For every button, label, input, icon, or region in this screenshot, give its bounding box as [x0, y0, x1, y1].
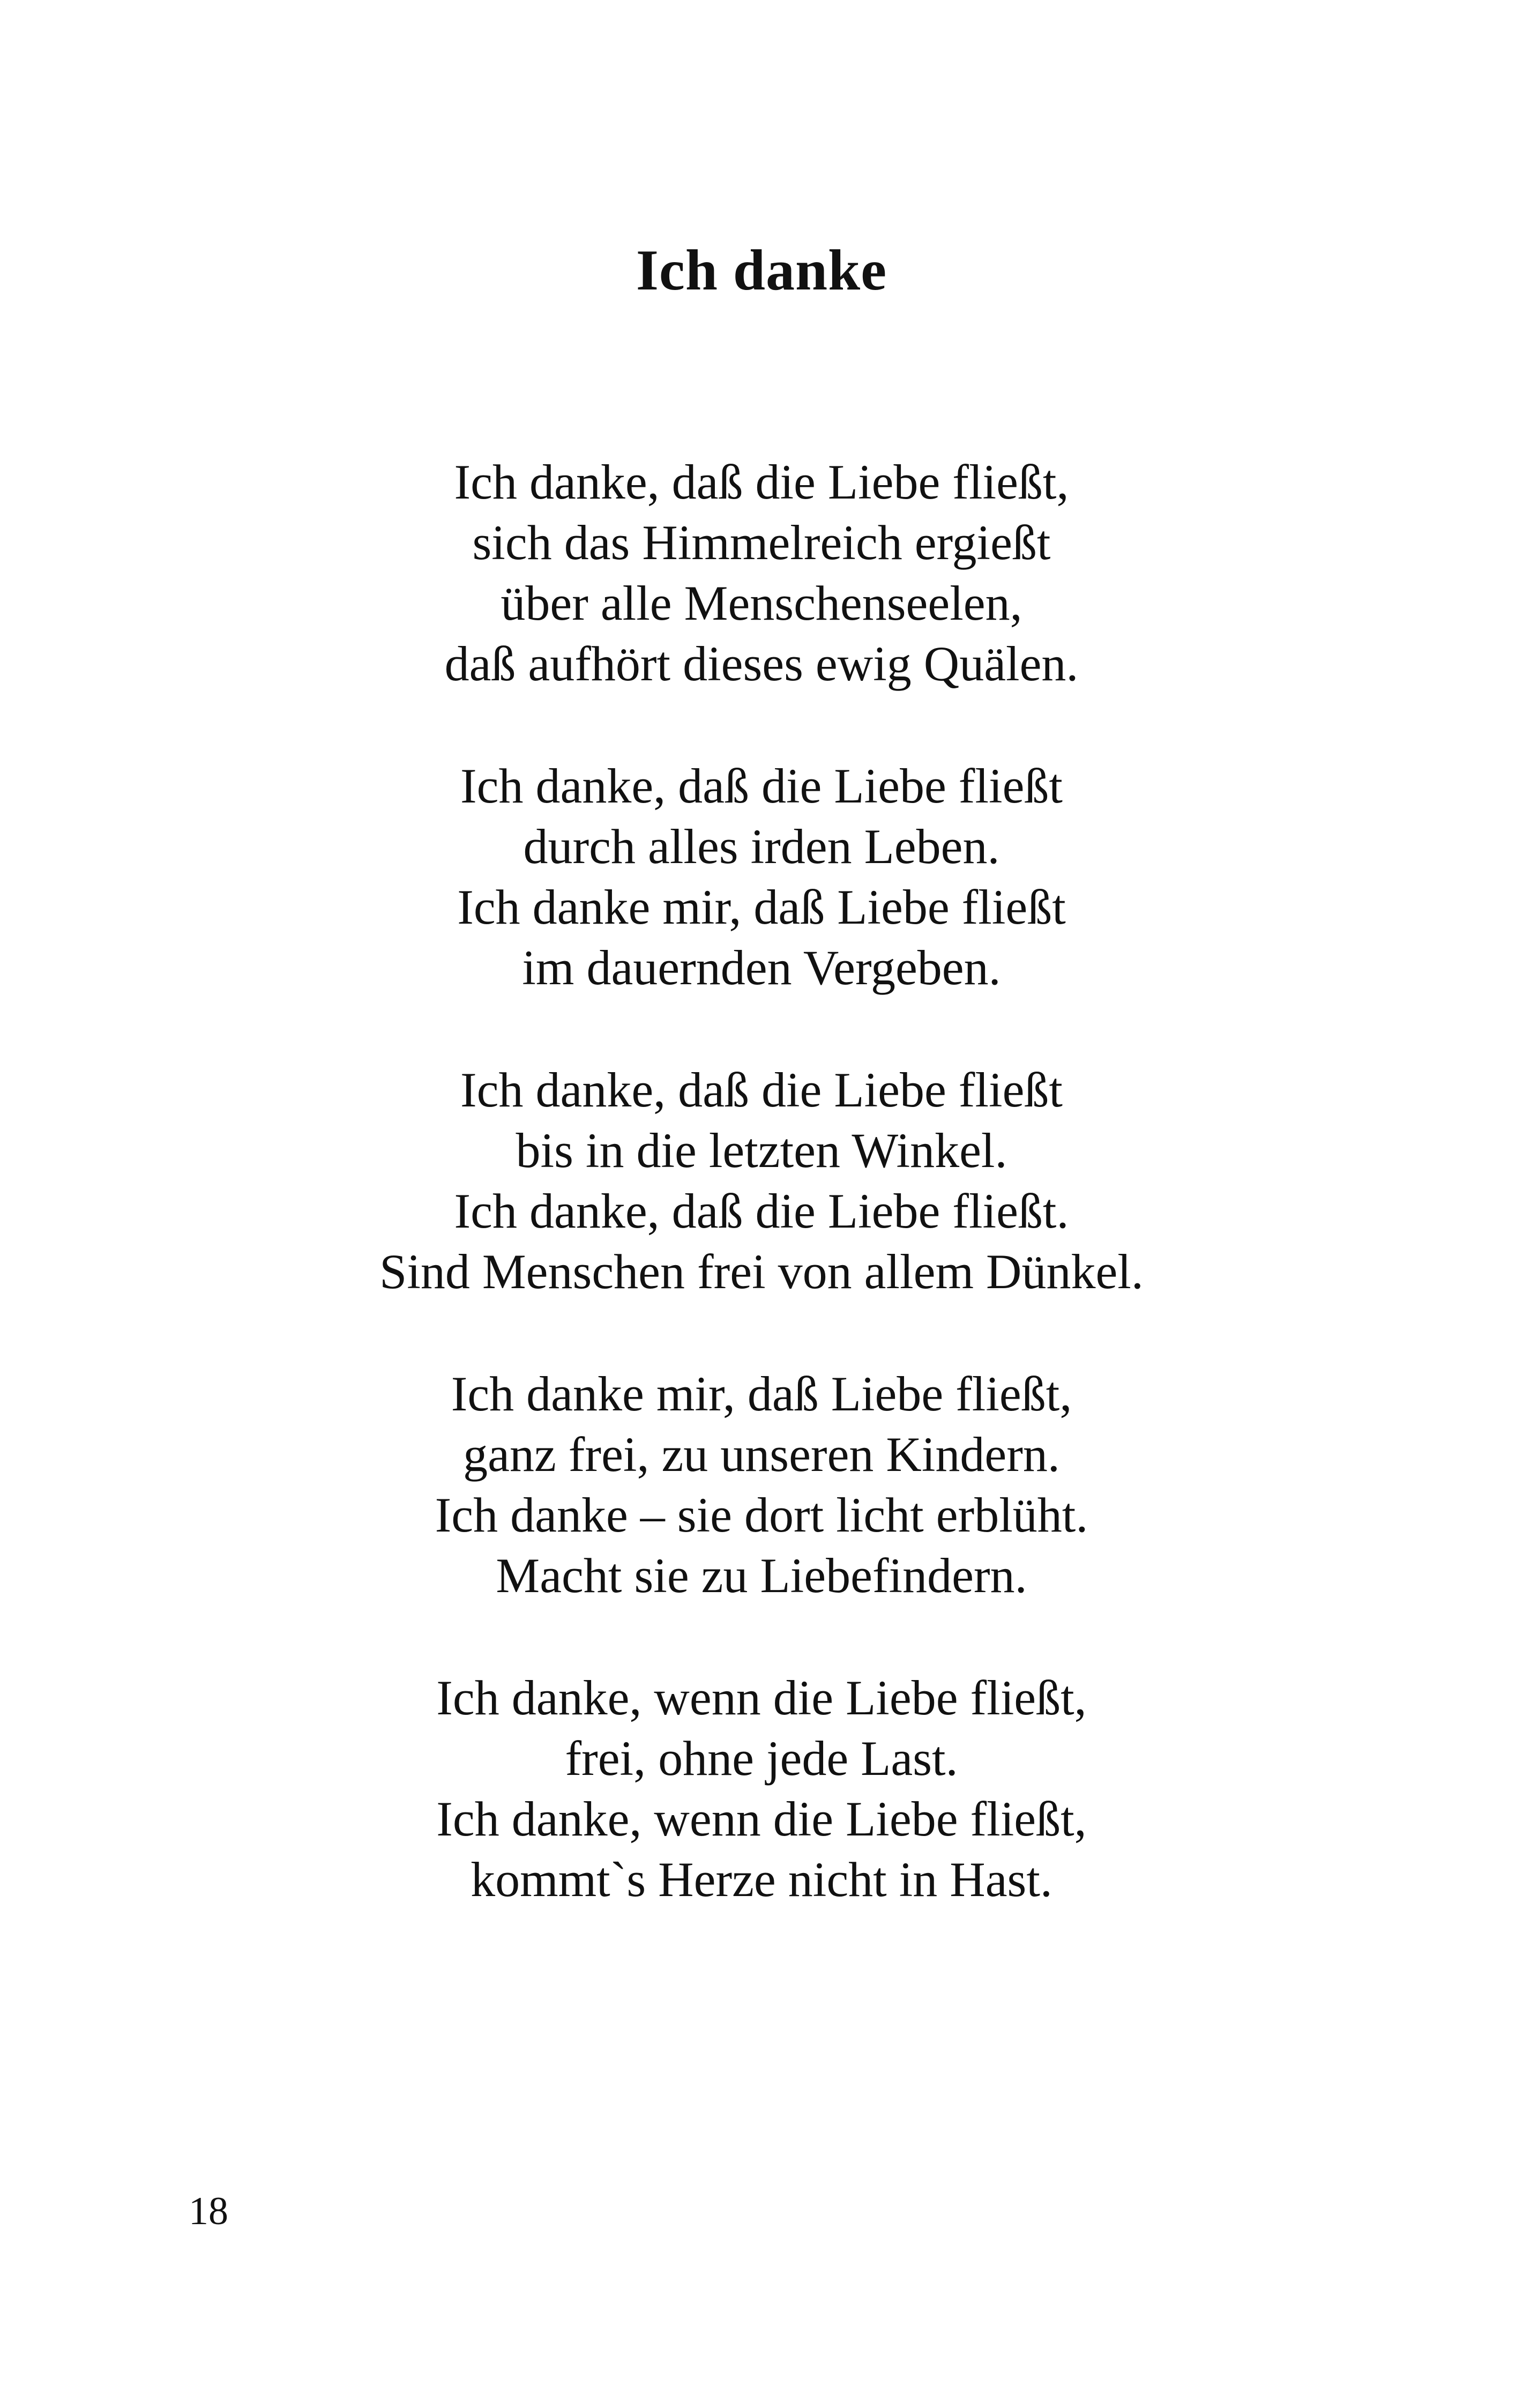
stanza: [0, 452, 1523, 694]
poem-line: sich das Himmelreich ergießt: [472, 515, 1051, 570]
poem-line: ganz frei, zu unseren Kindern.: [463, 1427, 1060, 1482]
stanza: [0, 756, 1523, 998]
poem-line: frei, ohne jede Last.: [565, 1731, 958, 1786]
poem-line: kommt`s Herze nicht in Hast.: [471, 1852, 1052, 1907]
stanza: [0, 1060, 1523, 1302]
page-number: 18: [189, 2189, 228, 2233]
poem-line: Ich danke, wenn die Liebe fließt,: [436, 1670, 1087, 1725]
poem-line: Ich danke mir, daß Liebe fließt,: [451, 1366, 1072, 1421]
stanza: [0, 1668, 1523, 1910]
poem-line: Ich danke, daß die Liebe fließt,: [454, 455, 1069, 509]
poem-line: durch alles irden Leben.: [523, 819, 1000, 874]
stanza: [0, 1364, 1523, 1606]
poem-line: daß aufhört dieses ewig Quälen.: [444, 636, 1079, 691]
poem-line: über alle Menschenseelen,: [501, 576, 1022, 630]
poem-line: Ich danke, daß die Liebe fließt.: [454, 1184, 1069, 1238]
poem-line: Ich danke mir, daß Liebe fließt: [457, 880, 1066, 934]
poem-line: Sind Menschen frei von allem Dünkel.: [379, 1244, 1144, 1299]
poem-body: [0, 452, 1523, 1910]
poem-line: Ich danke, wenn die Liebe fließt,: [436, 1792, 1087, 1846]
poem-line: Ich danke – sie dort licht erblüht.: [435, 1488, 1088, 1542]
poem-line: Macht sie zu Liebefindern.: [496, 1548, 1027, 1603]
poem-line: Ich danke, daß die Liebe fließt: [460, 1062, 1063, 1117]
poem-line: im dauernden Vergeben.: [522, 940, 1001, 995]
poem-line: Ich danke, daß die Liebe fließt: [460, 759, 1063, 813]
poem-line: bis in die letzten Winkel.: [516, 1123, 1007, 1178]
poem-title: Ich danke: [636, 239, 887, 302]
